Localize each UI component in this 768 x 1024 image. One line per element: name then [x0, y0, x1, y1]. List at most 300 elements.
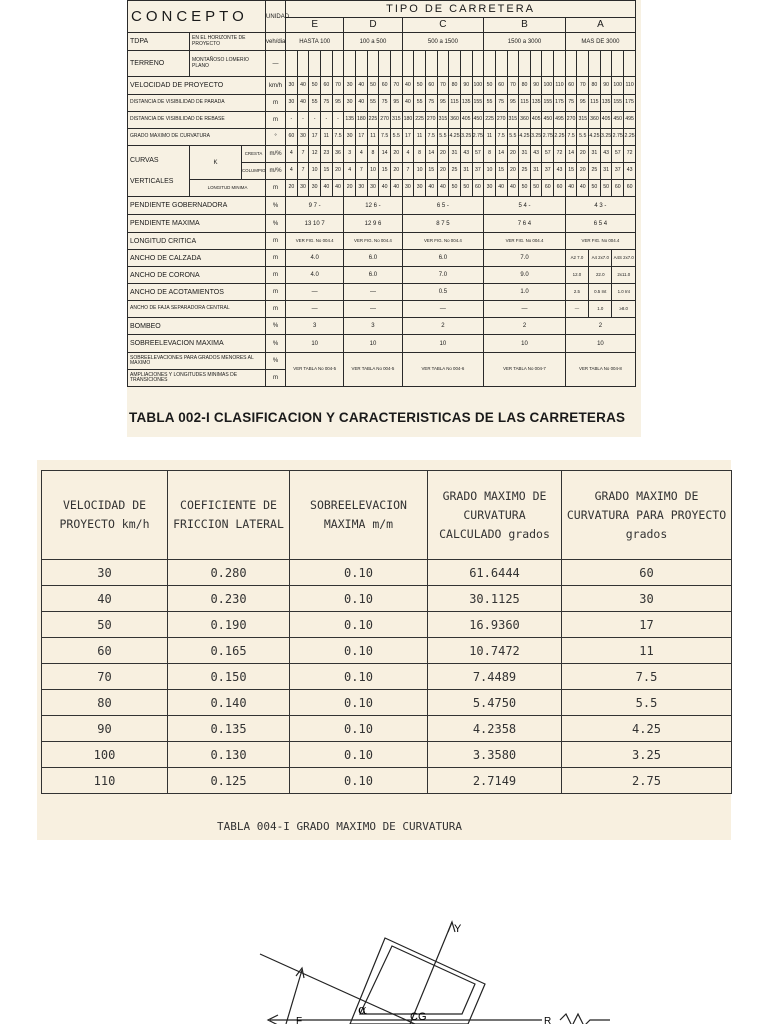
terreno-marker: [530, 51, 542, 77]
columpio-value: 4: [344, 163, 356, 180]
terreno-marker: [309, 51, 321, 77]
label-f: F: [296, 1016, 303, 1024]
dist_parada-value: 75: [495, 95, 507, 112]
grado_max-value: 7.5: [565, 129, 577, 146]
columpio-value: 4: [286, 163, 298, 180]
dist_rebase-value: 450: [612, 112, 624, 129]
longitud-value: 60: [472, 180, 484, 197]
dist_parada-value: 115: [519, 95, 531, 112]
row-curvas-longitud: [128, 180, 636, 197]
longitud-value: 40: [565, 180, 577, 197]
terreno-marker: [484, 51, 496, 77]
row-sobreelev: [128, 335, 636, 353]
terreno-marker: [472, 51, 484, 77]
header-row-concepto: [128, 1, 636, 18]
velocidad-value: 70: [437, 77, 449, 95]
terreno-marker: [495, 51, 507, 77]
row-velocidad: [128, 77, 636, 95]
label-ancho_acot: ANCHO DE ACOTAMIENTOS: [128, 284, 266, 301]
table-cell: 0.10: [290, 742, 428, 768]
tdpa-value: 100 a 500: [344, 33, 402, 51]
longitud-value: 40: [577, 180, 589, 197]
longitud_critica-value: VER FIG. No 004.4: [344, 233, 402, 250]
terreno-marker: [449, 51, 461, 77]
sobreelev-value: 10: [286, 335, 344, 353]
header-coeficiente: COEFICIENTE DE FRICCION LATERAL: [168, 471, 290, 560]
longitud-value: 50: [519, 180, 531, 197]
terreno-marker: [390, 51, 402, 77]
table-cell: 30: [42, 560, 168, 586]
cresta-value: 8: [484, 146, 496, 163]
table-cell: 0.135: [168, 716, 290, 742]
velocidad-value: 100: [542, 77, 554, 95]
table-cell: 0.10: [290, 560, 428, 586]
table-002-1-caption: TABLA 002-I CLASIFICACION Y CARACTERISTICAS DE LAS CARRETERAS: [129, 410, 626, 425]
table-row: [42, 664, 732, 690]
unit-ampliaciones: m: [266, 370, 286, 387]
unit-sobreelev: %: [266, 335, 286, 353]
table-cell: 30: [562, 586, 732, 612]
table-cell: 0.125: [168, 768, 290, 794]
grado_max-value: 3.25: [460, 129, 472, 146]
columpio-value: 15: [379, 163, 391, 180]
table-cell: 70: [42, 664, 168, 690]
label-alpha: α: [358, 1003, 367, 1018]
unit-pendiente_gob: %: [266, 197, 286, 215]
cresta-value: 4: [355, 146, 367, 163]
table-cell: 0.10: [290, 768, 428, 794]
grado_max-value: 17: [309, 129, 321, 146]
columpio-value: 37: [612, 163, 624, 180]
table-row: [42, 768, 732, 794]
label-ancho_faja: ANCHO DE FAJA SEPARADORA CENTRAL: [128, 301, 266, 318]
label-dist_parada: DISTANCIA DE VISIBILIDAD DE PARADA: [128, 95, 266, 112]
dist_parada-value: 95: [437, 95, 449, 112]
columpio-value: 7: [355, 163, 367, 180]
longitud_critica-value: VER FIG. No 004.4: [565, 233, 635, 250]
longitud-value: 60: [554, 180, 566, 197]
label-terreno: TERRENO: [128, 51, 190, 77]
road-classification-table: [127, 0, 636, 387]
label-sobreelev-menores: SOBREELEVACIONES PARA GRADOS MENORES AL MAXIMO: [128, 353, 266, 370]
label-tdpa: TDPA: [128, 33, 190, 51]
dist_rebase-value: 315: [390, 112, 402, 129]
sobreelev-value: 10: [484, 335, 566, 353]
row-pendiente_max: [128, 215, 636, 233]
dist_parada-value: 40: [402, 95, 414, 112]
columpio-value: 20: [437, 163, 449, 180]
dist_parada-value: 155: [612, 95, 624, 112]
velocidad-value: 50: [414, 77, 426, 95]
longitud-value: 30: [414, 180, 426, 197]
cresta-value: 23: [321, 146, 333, 163]
table-cell: 40: [42, 586, 168, 612]
dist_rebase-value: 225: [367, 112, 379, 129]
dist_rebase-value: 495: [624, 112, 636, 129]
terreno-marker: [507, 51, 519, 77]
grado_max-value: 30: [344, 129, 356, 146]
label-dist_rebase: DISTANCIA DE VISIBILIDAD DE REBASE: [128, 112, 266, 129]
table-row: [42, 612, 732, 638]
unit-tdpa: veh/dia: [266, 33, 286, 51]
table-cell: 0.165: [168, 638, 290, 664]
cresta-value: 57: [542, 146, 554, 163]
longitud-value: 50: [600, 180, 612, 197]
columpio-value: 10: [367, 163, 379, 180]
longitud-value: 40: [495, 180, 507, 197]
cresta-value: 4: [402, 146, 414, 163]
ancho_calzada-value: 6.0: [402, 250, 484, 267]
dist_rebase-value: 270: [495, 112, 507, 129]
columpio-value: 25: [519, 163, 531, 180]
label-velocidad: VELOCIDAD DE PROYECTO: [128, 77, 266, 95]
unit-cresta: m/%: [266, 146, 286, 163]
table-row: [42, 560, 732, 586]
header-sobreelevacion: SOBREELEVACION MAXIMA m/m: [290, 471, 428, 560]
terreno-marker: [600, 51, 612, 77]
terreno-marker: [402, 51, 414, 77]
grado_max-value: 4.25: [589, 129, 601, 146]
cresta-value: 20: [577, 146, 589, 163]
columpio-value: 15: [321, 163, 333, 180]
dist_rebase-value: 450: [542, 112, 554, 129]
grado_max-value: 2.25: [624, 129, 636, 146]
columpio-value: 31: [600, 163, 612, 180]
tdpa-value: 1500 a 3000: [484, 33, 566, 51]
longitud-value: 40: [425, 180, 437, 197]
table-cell: 60: [42, 638, 168, 664]
longitud-value: 40: [390, 180, 402, 197]
dist_rebase-value: 360: [519, 112, 531, 129]
header-grado-calculado: GRADO MAXIMO DE CURVATURA CALCULADO grados: [428, 471, 562, 560]
ver-tabla-value: VER TABLA No 004-5: [344, 353, 402, 387]
grado_max-value: 5.5: [507, 129, 519, 146]
cresta-value: 36: [332, 146, 344, 163]
longitud-value: 40: [437, 180, 449, 197]
columpio-value: 20: [390, 163, 402, 180]
grado_max-value: 17: [402, 129, 414, 146]
table-002-1-panel: [127, 0, 641, 437]
longitud-value: 50: [460, 180, 472, 197]
bombeo-value: 3: [344, 318, 402, 335]
dist_rebase-value: 450: [472, 112, 484, 129]
cresta-value: 72: [554, 146, 566, 163]
dist_rebase-value: 135: [344, 112, 356, 129]
velocidad-value: 70: [332, 77, 344, 95]
dist_rebase-value: -: [309, 112, 321, 129]
longitud-value: 30: [402, 180, 414, 197]
columpio-value: 7: [297, 163, 309, 180]
unit-grado_max: °: [266, 129, 286, 146]
velocidad-value: 40: [402, 77, 414, 95]
table-cell: 0.130: [168, 742, 290, 768]
ancho_calzada-a-value: A2 7.0: [565, 250, 588, 267]
columpio-value: 10: [414, 163, 426, 180]
dist_rebase-value: 270: [425, 112, 437, 129]
cresta-value: 14: [379, 146, 391, 163]
grado_max-value: 7.5: [495, 129, 507, 146]
unit-velocidad: km/h: [266, 77, 286, 95]
ancho_corona-value: 7.0: [402, 267, 484, 284]
header-velocidad: VELOCIDAD DE PROYECTO km/h: [42, 471, 168, 560]
table-cell: 5.4750: [428, 690, 562, 716]
pendiente_max-value: 6 5 4: [565, 215, 635, 233]
dist_rebase-value: 225: [484, 112, 496, 129]
pendiente_max-value: 7 6 4: [484, 215, 566, 233]
terreno-marker: [554, 51, 566, 77]
velocidad-value: 50: [484, 77, 496, 95]
dist_rebase-value: 405: [460, 112, 472, 129]
table-cell: 5.5: [562, 690, 732, 716]
ancho_corona-a-value: 2x11.0: [612, 267, 636, 284]
label-r: R: [544, 1016, 552, 1024]
label-pendiente_gob: PENDIENTE GOBERNADORA: [128, 197, 266, 215]
dist_parada-value: 75: [321, 95, 333, 112]
columpio-value: 31: [460, 163, 472, 180]
terreno-marker: [321, 51, 333, 77]
velocidad-value: 80: [589, 77, 601, 95]
label-longitud-minima: LONGITUD MINIMA: [190, 180, 266, 197]
columpio-value: 43: [554, 163, 566, 180]
table-cell: 61.6444: [428, 560, 562, 586]
grado_max-value: 2.75: [542, 129, 554, 146]
longitud-value: 40: [379, 180, 391, 197]
label-grado_max: GRADO MAXIMO DE CURVATURA: [128, 129, 266, 146]
velocidad-value: 80: [519, 77, 531, 95]
dist_rebase-value: -: [286, 112, 298, 129]
velocidad-value: 100: [472, 77, 484, 95]
ver-tabla-value: VER TABLA No 004-7: [484, 353, 566, 387]
header-class-d: D: [344, 18, 402, 33]
terreno-marker: [460, 51, 472, 77]
pendiente_max-value: 12 9 6: [344, 215, 402, 233]
vehicle-force-diagram: [230, 910, 620, 1024]
longitud_critica-value: VER FIG. No 004.4: [402, 233, 484, 250]
table-cell: 16.9360: [428, 612, 562, 638]
longitud-value: 60: [624, 180, 636, 197]
grado_max-value: 5.5: [437, 129, 449, 146]
dist_parada-value: 55: [414, 95, 426, 112]
label-y: Y: [454, 923, 462, 935]
velocidad-value: 60: [565, 77, 577, 95]
ancho_faja-a-value: 1.0: [589, 301, 612, 318]
table-cell: 50: [42, 612, 168, 638]
terreno-marker: [344, 51, 356, 77]
cresta-value: 8: [367, 146, 379, 163]
dist_parada-value: 135: [530, 95, 542, 112]
ancho_corona-value: 4.0: [286, 267, 344, 284]
cresta-value: 3: [344, 146, 356, 163]
longitud_critica-value: VER FIG. No 004.4: [286, 233, 344, 250]
terreno-marker: [577, 51, 589, 77]
label-ancho_calzada: ANCHO DE CALZADA: [128, 250, 266, 267]
grado_max-value: 3.25: [600, 129, 612, 146]
ancho_calzada-value: 6.0: [344, 250, 402, 267]
table-cell: 110: [42, 768, 168, 794]
table-cell: 0.230: [168, 586, 290, 612]
terreno-marker: [297, 51, 309, 77]
ancho_acot-a-value: 1.0 Int: [612, 284, 636, 301]
grado_max-value: 2.75: [612, 129, 624, 146]
table-cell: 7.4489: [428, 664, 562, 690]
grado_max-value: 7.5: [379, 129, 391, 146]
cresta-value: 31: [519, 146, 531, 163]
longitud-value: 60: [612, 180, 624, 197]
cresta-value: 43: [600, 146, 612, 163]
pendiente_gob-value: 5 4 -: [484, 197, 566, 215]
grado_max-value: 11: [321, 129, 333, 146]
unit-terreno: —: [266, 51, 286, 77]
cresta-value: 14: [565, 146, 577, 163]
label-sobreelev: SOBREELEVACION MAXIMA: [128, 335, 266, 353]
terreno-types: MONTAÑOSO LOMERIO PLANO: [190, 51, 266, 77]
table-cell: 30.1125: [428, 586, 562, 612]
header-unidad: UNIDAD: [266, 1, 286, 33]
ver-tabla-value: VER TABLA No 004-6: [402, 353, 484, 387]
ancho_corona-value: 9.0: [484, 267, 566, 284]
spring-icon: [560, 1014, 610, 1024]
terreno-marker: [332, 51, 344, 77]
pendiente_gob-value: 4 3 -: [565, 197, 635, 215]
label-cresta: CRESTA: [242, 146, 266, 163]
pendiente_gob-value: 9 7 -: [286, 197, 344, 215]
unit-longitud: m: [266, 180, 286, 197]
dist_parada-value: 135: [600, 95, 612, 112]
table-cell: 3.25: [562, 742, 732, 768]
tdpa-value: HASTA 100: [286, 33, 344, 51]
longitud-value: 30: [297, 180, 309, 197]
table-cell: 2.7149: [428, 768, 562, 794]
longitud-value: 40: [507, 180, 519, 197]
terreno-marker: [624, 51, 636, 77]
terreno-marker: [542, 51, 554, 77]
velocidad-value: 90: [460, 77, 472, 95]
header-class-c: C: [402, 18, 484, 33]
pendiente_max-value: 13 10 7: [286, 215, 344, 233]
terreno-marker: [414, 51, 426, 77]
velocidad-value: 90: [530, 77, 542, 95]
pendiente_gob-value: 12 6 -: [344, 197, 402, 215]
unit-columpio: m/%: [266, 163, 286, 180]
unit-ancho_corona: m: [266, 267, 286, 284]
grado_max-value: 7.5: [332, 129, 344, 146]
terreno-marker: [425, 51, 437, 77]
terreno-marker: [612, 51, 624, 77]
unit-bombeo: %: [266, 318, 286, 335]
row-bombeo: [128, 318, 636, 335]
label-k: K: [190, 146, 242, 180]
columpio-value: 10: [484, 163, 496, 180]
cresta-value: 43: [460, 146, 472, 163]
dist_parada-value: 95: [577, 95, 589, 112]
table-cell: 100: [42, 742, 168, 768]
table-cell: 0.10: [290, 638, 428, 664]
grado_max-value: 60: [286, 129, 298, 146]
grado_max-value: 11: [484, 129, 496, 146]
velocidad-value: 80: [449, 77, 461, 95]
dist_parada-value: 155: [542, 95, 554, 112]
velocidad-value: 70: [390, 77, 402, 95]
velocidad-value: 110: [554, 77, 566, 95]
dist_parada-value: 115: [589, 95, 601, 112]
row-ancho_faja: [128, 301, 636, 318]
row-tdpa: [128, 33, 636, 51]
columpio-value: 25: [449, 163, 461, 180]
table-004-1-panel: [37, 460, 731, 840]
label-cg: CG: [410, 1011, 427, 1023]
ancho_acot-value: —: [344, 284, 402, 301]
ancho_corona-a-value: 12.0: [565, 267, 588, 284]
ver-tabla-value: VER TABLA No 004-5: [286, 353, 344, 387]
curvature-table: [41, 470, 732, 794]
velocidad-value: 60: [495, 77, 507, 95]
longitud-value: 20: [286, 180, 298, 197]
table-row: [42, 586, 732, 612]
ancho_faja-value: —: [484, 301, 566, 318]
dist_parada-value: 95: [507, 95, 519, 112]
cresta-value: 31: [449, 146, 461, 163]
unit-dist_parada: m: [266, 95, 286, 112]
ancho_calzada-a-value: A4S 2x7.0: [612, 250, 636, 267]
velocidad-value: 40: [297, 77, 309, 95]
bombeo-value: 2: [484, 318, 566, 335]
ancho_acot-value: 0.5: [402, 284, 484, 301]
dist_rebase-value: 315: [507, 112, 519, 129]
sobreelev-value: 10: [402, 335, 484, 353]
row-sobreelev-menores: [128, 353, 636, 370]
row-pendiente_gob: [128, 197, 636, 215]
label-verticales: VERTICALES: [130, 178, 174, 185]
tdpa-value: MAS DE 3000: [565, 33, 635, 51]
ancho_faja-a-value: —: [565, 301, 588, 318]
velocidad-value: 70: [577, 77, 589, 95]
cresta-value: 8: [414, 146, 426, 163]
header-class-e: E: [286, 18, 344, 33]
table-cell: 90: [42, 716, 168, 742]
dist_rebase-value: -: [321, 112, 333, 129]
terreno-marker: [379, 51, 391, 77]
unit-pendiente_max: %: [266, 215, 286, 233]
dist_parada-value: 75: [379, 95, 391, 112]
dist_parada-value: 30: [344, 95, 356, 112]
cresta-value: 31: [589, 146, 601, 163]
unit-ancho_calzada: m: [266, 250, 286, 267]
terreno-marker: [367, 51, 379, 77]
columpio-value: 31: [530, 163, 542, 180]
dist_parada-value: 55: [309, 95, 321, 112]
header-grado-proyecto: GRADO MAXIMO DE CURVATURA PARA PROYECTO grados: [562, 471, 732, 560]
dist_rebase-value: 315: [577, 112, 589, 129]
unit-sobreelev-menores: %: [266, 353, 286, 370]
cresta-value: 72: [624, 146, 636, 163]
table-row: [42, 638, 732, 664]
sobreelev-value: 10: [565, 335, 635, 353]
cresta-value: 43: [530, 146, 542, 163]
dist_parada-value: 75: [425, 95, 437, 112]
table-cell: 0.280: [168, 560, 290, 586]
ancho_faja-value: —: [402, 301, 484, 318]
unit-longitud_critica: m: [266, 233, 286, 250]
dist_parada-value: 95: [390, 95, 402, 112]
table-cell: 0.10: [290, 586, 428, 612]
columpio-value: 15: [495, 163, 507, 180]
longitud-value: 50: [589, 180, 601, 197]
ancho_acot-a-value: 0.5 Int: [589, 284, 612, 301]
columpio-value: 20: [577, 163, 589, 180]
terreno-marker: [437, 51, 449, 77]
label-ampliaciones: AMPLIACIONES Y LONGITUDES MINIMAS DE TRANSICIONES: [128, 370, 266, 387]
longitud-value: 40: [321, 180, 333, 197]
